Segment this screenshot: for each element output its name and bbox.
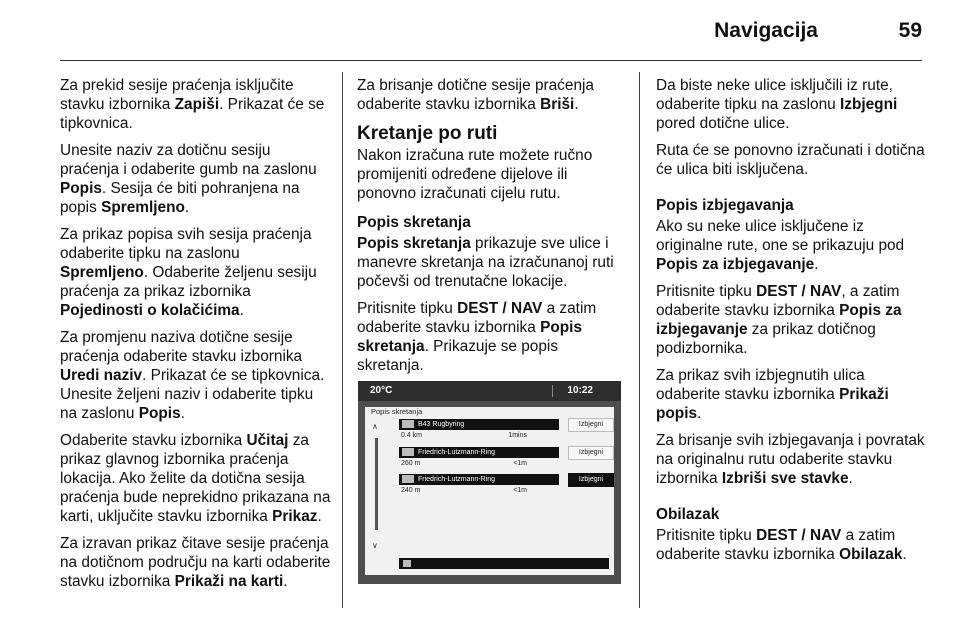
avoid-button[interactable]: Izbjegni: [568, 418, 614, 432]
list-item[interactable]: B43 Rugbyring: [399, 419, 559, 430]
avoid-button-selected[interactable]: Izbjegni: [568, 473, 614, 487]
column-divider: [342, 72, 343, 608]
scrollbar[interactable]: [375, 438, 378, 530]
section-title: Navigacija: [714, 19, 818, 42]
column-1: [60, 76, 332, 599]
paragraph: Za prikaz svih izbjegnutih ulica odaberite stavku izbornika Prikaži popis.: [656, 367, 889, 422]
row-details: 260 m <1m: [401, 460, 527, 467]
destination-bar: [399, 558, 609, 569]
heading-avoid-list: Popis izbjegavanja: [656, 197, 794, 214]
turn-icon: [402, 475, 414, 483]
column-2: [357, 76, 629, 383]
column-divider: [639, 72, 640, 608]
status-bar: [358, 381, 621, 401]
paragraph: Nakon izračuna rute možete ručno promijeniti određene dijelove ili ponovno izračunati cijelu rutu.: [357, 147, 593, 202]
page-number: 59: [898, 19, 922, 42]
scroll-down-icon[interactable]: ∨: [372, 541, 378, 550]
list-item[interactable]: Friedrich-Lutzmann-Ring: [399, 474, 559, 485]
paragraph: Za brisanje svih izbjegavanja i povratak na originalnu rutu odaberite stavku izbornika Izbriši sve stavke.: [656, 432, 925, 487]
heading-turn-list: Popis skretanja: [357, 214, 471, 231]
row-details: 240 m <1m: [401, 487, 527, 494]
heading-route: Kretanje po ruti: [357, 123, 498, 144]
turn-icon: [402, 420, 414, 428]
avoid-button[interactable]: Izbjegni: [568, 446, 614, 460]
destination-icon: [403, 560, 411, 567]
heading-detour: Obilazak: [656, 506, 720, 523]
turn-icon: [402, 448, 414, 456]
column-3: [656, 76, 928, 572]
screen-title: Popis skretanja: [371, 407, 423, 416]
paragraph: Unesite naziv za dotičnu sesiju praćenja i odaberite gumb na zaslonu Popis. Sesija će biti pohranjena na popis Spremljeno.: [60, 142, 317, 216]
paragraph: Za prikaz popisa svih sesija praćenja odaberite tipku na zaslonu Spremljeno. Odaberite željenu sesiju praćenja za prikaz izbornika Pojedinosti o kolačićima.: [60, 226, 317, 319]
turn-list-screen: [365, 407, 614, 575]
scroll-up-icon[interactable]: ∧: [372, 422, 378, 431]
paragraph: Pritisnite tipku DEST / NAV a zatim odaberite stavku izbornika Obilazak.: [656, 527, 907, 563]
header-rule: [60, 60, 922, 61]
paragraph: Za promjenu naziva dotične sesije praćenja odaberite stavku izbornika Uredi naziv. Prikazat će se tipkovnica. Unesite željeni naziv i odaberite tipku na zaslonu Popis.: [60, 329, 325, 422]
paragraph: Ako su neke ulice isključene iz originalne rute, one se prikazuju pod Popis za izbjegavanje.: [656, 218, 905, 273]
paragraph: Pritisnite tipku DEST / NAV a zatim odaberite stavku izbornika Popis skretanja. Prikazuje se popis skretanja.: [357, 300, 597, 374]
clock: 10:22: [567, 385, 593, 396]
paragraph: Da biste neke ulice isključili iz rute, odaberite tipku na zaslonu Izbjegni pored dotične ulice.: [656, 77, 898, 132]
paragraph: Za prekid sesije praćenja isključite stavku izbornika Zapiši. Prikazat će se tipkovnica.: [60, 77, 325, 132]
nav-screen-figure: [358, 381, 621, 584]
page-header: [60, 0, 922, 60]
paragraph: Za brisanje dotične sesije praćenja odaberite stavku izbornika Briši.: [357, 77, 594, 113]
paragraph: Ruta će se ponovno izračunati i dotična će ulica biti isključena.: [656, 142, 925, 178]
paragraph: Pritisnite tipku DEST / NAV, a zatim odaberite stavku izbornika Popis za izbjegavanje za prikaz dotičnog podizbornika.: [656, 283, 902, 357]
temperature: 20°C: [370, 385, 393, 396]
paragraph: Za izravan prikaz čitave sesije praćenja na dotičnom području na karti odaberite stavku izbornika Prikaži na karti.: [60, 535, 331, 590]
paragraph: Popis skretanja prikazuje sve ulice i manevre skretanja na izračunanoj ruti počevši od trenutačne lokacije.: [357, 235, 614, 290]
row-details: 0.4 km 1mins: [401, 432, 527, 439]
paragraph: Odaberite stavku izbornika Učitaj za prikaz glavnog izbornika praćenja lokacija. Ako želite da dotična sesija praćenja bude neprekidno prikazana na karti, uključite stavku izbornika Prikaz.: [60, 432, 331, 525]
list-item[interactable]: Friedrich-Lutzmann-Ring: [399, 447, 559, 458]
